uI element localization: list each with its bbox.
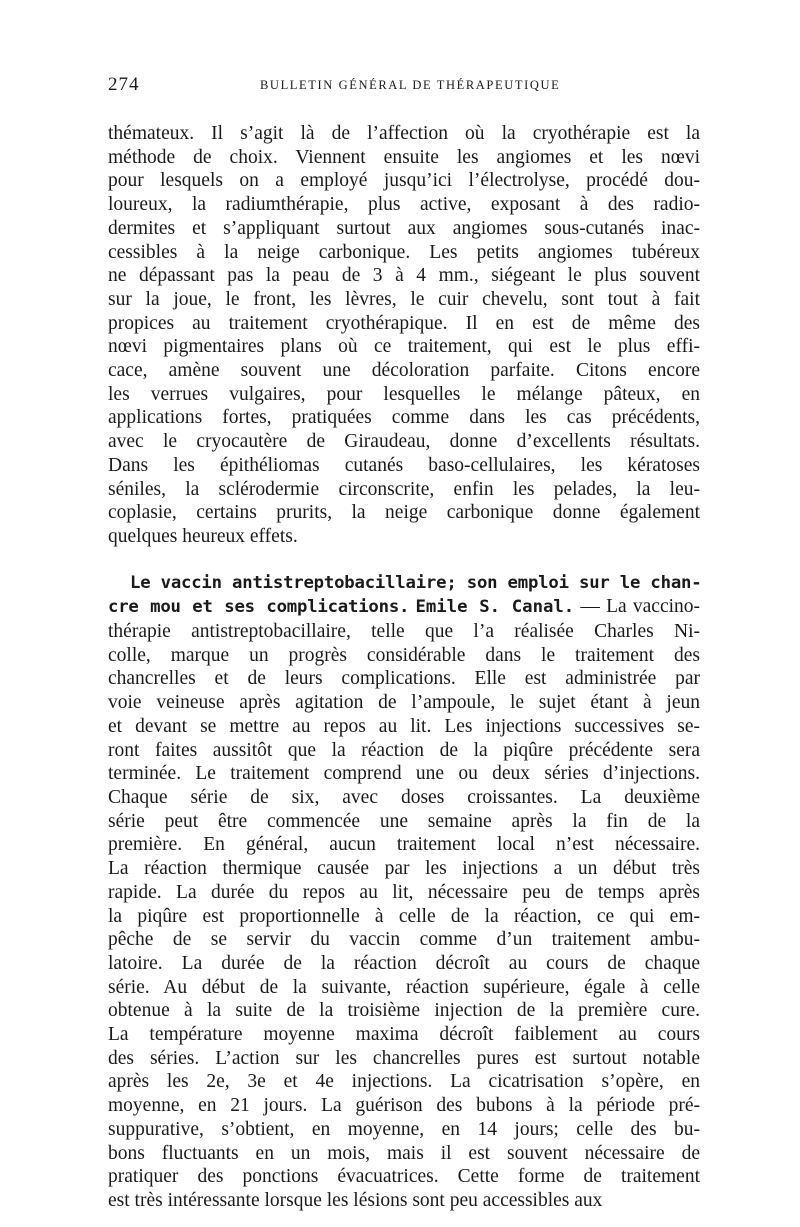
- text-line: thérapie antistreptobacillaire, telle que l’a réalisée Charles Ni-: [108, 621, 700, 643]
- text-line: première. En général, aucun traitement local n’est nécessaire.: [108, 834, 700, 856]
- text-line: suppurative, s’obtient, en moyenne, en 14 jours; celle des bu-: [108, 1118, 700, 1140]
- running-header: [108, 74, 700, 102]
- section-heading-part1: Le vaccin antistreptobacillaire; son emploi sur le chan-: [130, 572, 702, 593]
- text-line: obtenue à la suite de la troisième injection de la première cure.: [108, 1000, 700, 1022]
- text-line: série peut être commencée une semaine après la fin de la: [108, 810, 700, 832]
- text-line: ront faites aussitôt que la réaction de la piqûre précédente sera: [108, 739, 700, 761]
- section-gap: [108, 549, 700, 571]
- heading-line: [108, 571, 700, 596]
- paragraph-vaccine: [108, 571, 700, 1213]
- running-title: BULLETIN GÉNÉRAL DE THÉRAPEUTIQUE: [260, 78, 561, 92]
- text-line: cessibles à la neige carbonique. Les petits angiomes tubéreux: [108, 241, 700, 263]
- document-page: [108, 74, 700, 1213]
- text-line: quelques heureux effets.: [108, 525, 298, 547]
- text-line: voie veineuse après agitation de l’ampoule, le sujet étant à jeun: [108, 692, 700, 714]
- paragraph-cryotherapy: [108, 122, 700, 549]
- text-line: La température moyenne maxima décroît faiblement au cours: [108, 1024, 700, 1046]
- text-line: sur la joue, le front, les lèvres, le cuir chevelu, sont tout à fait: [108, 288, 700, 310]
- text-line: terminée. Le traitement comprend une ou deux séries d’injections.: [108, 763, 700, 785]
- heading-line: [108, 595, 700, 620]
- text-line: cace, amène souvent une décoloration parfaite. Citons encore: [108, 360, 700, 382]
- text-line: les verrues vulgaires, pour lesquelles le mélange pâteux, en: [108, 383, 700, 405]
- page-number: 274: [108, 74, 140, 95]
- text-line: coplasie, certains prurits, la neige carbonique donne également: [108, 502, 700, 524]
- text-line: est très intéressante lorsque les lésions sont peu accessibles aux: [108, 1189, 603, 1211]
- text-line: latoire. La durée de la réaction décroît au cours de chaque: [108, 952, 700, 974]
- text-line: la piqûre est proportionnelle à celle de la réaction, ce qui em-: [108, 905, 700, 927]
- text-line: pêche de se servir du vaccin comme d’un traitement ambu-: [108, 929, 700, 951]
- text-line: après les 2e, 3e et 4e injections. La cicatrisation s’opère, en: [108, 1071, 700, 1093]
- text-line: La réaction thermique causée par les injections a un début très: [108, 858, 700, 880]
- text-line: applications fortes, pratiquées comme dans les cas précédents,: [108, 407, 700, 429]
- text-line: pratiquer des ponctions évacuatrices. Cette forme de traitement: [108, 1166, 700, 1188]
- text-line: nœvi pigmentaires plans où ce traitement, qui est le plus effi-: [108, 336, 700, 358]
- text-line: méthode de choix. Viennent ensuite les angiomes et les nœvi: [108, 146, 700, 168]
- text-line: chancrelles et de leurs complications. Elle est administrée par: [108, 668, 700, 690]
- text-line: séniles, la sclérodermie circonscrite, enfin les pelades, la leu-: [108, 478, 700, 500]
- text-line: Dans les épithéliomas cutanés baso-cellulaires, les kératoses: [108, 454, 700, 476]
- text-line: propices au traitement cryothérapique. Il en est de même des: [108, 312, 700, 334]
- section-heading-part2: cre mou et ses complications.: [108, 597, 410, 618]
- author-name: Emile S. Canal.: [415, 597, 575, 618]
- text-line: thémateux. Il s’agit là de l’affection où la cryothérapie est la: [108, 123, 700, 144]
- text-line: des séries. L’action sur les chancrelles pures est surtout notable: [108, 1047, 700, 1069]
- text-line: rapide. La durée du repos au lit, nécessaire peu de temps après: [108, 881, 700, 903]
- text-line: bons fluctuants en un mois, mais il est souvent nécessaire de: [108, 1142, 700, 1164]
- text-line: série. Au début de la suivante, réaction supérieure, égale à celle: [108, 976, 700, 998]
- text-line: Chaque série de six, avec doses croissantes. La deuxième: [108, 786, 700, 808]
- text-line: ne dépassant pas la peau de 3 à 4 mm., siégeant le plus souvent: [108, 265, 700, 287]
- text-line: moyenne, en 21 jours. La guérison des bubons à la période pré-: [108, 1095, 700, 1117]
- text-line: et devant se mettre au repos au lit. Les injections successives se-: [108, 715, 700, 737]
- text-line: loureux, la radiumthérapie, plus active, exposant à des radio-: [108, 194, 700, 216]
- text-line: pour lesquels on a employé jusqu’ici l’électrolyse, procédé dou-: [108, 170, 700, 192]
- text-line: colle, marque un progrès considérable dans le traitement des: [108, 644, 700, 666]
- text-line: dermites et s’appliquant surtout aux angiomes sous-cutanés inac-: [108, 217, 700, 239]
- text-line: avec le cryocautère de Giraudeau, donne d’excellents résultats.: [108, 431, 700, 453]
- text-line-start: — La vaccino-: [580, 596, 701, 618]
